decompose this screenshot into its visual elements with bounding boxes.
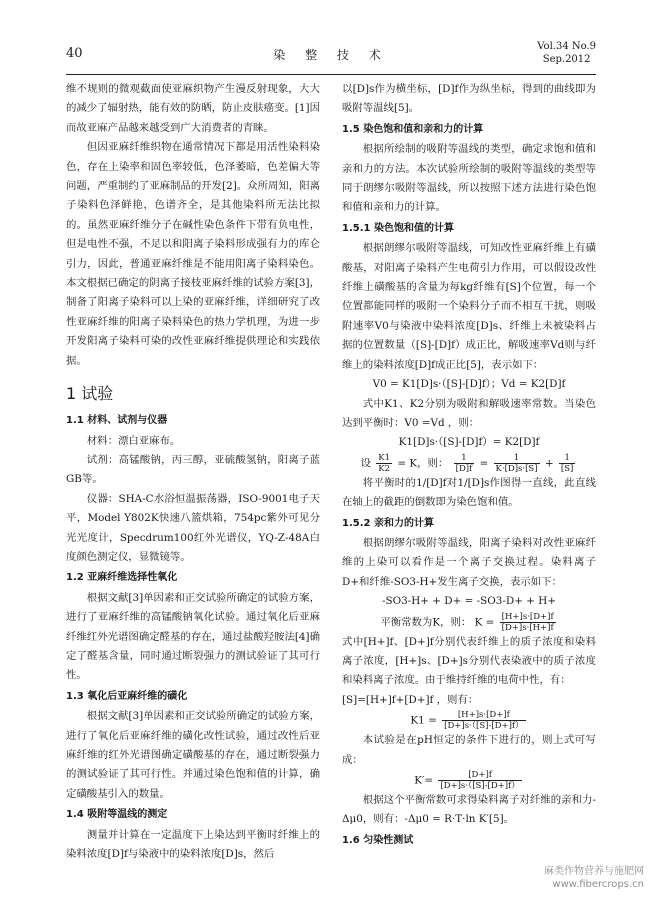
fraction-inverse-kds: [494, 453, 540, 474]
header-rule: [66, 74, 596, 75]
frac-denominator: [D+]s·（[S]-[D+]f）: [444, 721, 524, 732]
eq-prefix: 平衡常数为K，则：: [380, 616, 472, 629]
equation-equilibrium-constant: [342, 612, 596, 633]
eq-k: K =: [474, 616, 495, 629]
eq-k: K′=: [414, 774, 434, 787]
frac-denominator: K2: [378, 463, 391, 474]
equation-note: 式中[H+]f、[D+]f分别代表纤维上的质子浓度和染料离子浓度，[H+]s、[D+]s分别代表染液中的质子浓度和染料离子浓度。由于维持纤维的电荷中性，有：: [342, 635, 596, 687]
equation-equilibrium: K1[D]s·（[S]-[D]f）= K2[D]f: [398, 436, 540, 449]
fraction-inverse-s: [559, 453, 575, 474]
subsection-title: 1.6 匀染性测试: [342, 834, 414, 846]
subsection-title: 1.2 亚麻纤维选择性氧化: [66, 572, 178, 584]
equation-rates: V0 = K1[D]s·（[S]-[D]f）；Vd = K2[D]f: [372, 378, 566, 391]
section-title-experiment: 1 试验: [66, 384, 114, 404]
eq-text: = K，则：: [397, 457, 449, 470]
subsection-title: 1.1 材料、试剂与仪器: [66, 415, 168, 427]
page-header: [66, 38, 596, 74]
body-paragraph: 以[D]s作为横坐标，[D]f作为纵坐标，得到的曲线即为吸附等温线[5]。: [342, 83, 596, 115]
body-paragraph: 材料：漂白亚麻布。: [86, 434, 181, 447]
fraction-k-prime: [438, 770, 521, 791]
frac-denominator: K·[D]s·[S]: [495, 463, 538, 474]
subsection-title: 1.4 吸附等温线的测定: [66, 809, 168, 821]
frac-denominator: [D+]s·（[S]-[D+]f）: [440, 781, 520, 791]
equation-k-prime: [342, 770, 596, 791]
subsection-title: 1.5.2 亲和力的计算: [342, 517, 434, 529]
body-paragraph: 根据文献[3]单因素和正交试验所确定的试验方案，进行了亚麻纤维的高锰酸钠氧化试验。通过氧化后亚麻纤维红外光谱图确定醛基的存在，通过盐酸羟胺法[4]确定了醛基含量，同时通过断裂强力的测试验证了其可行性。: [66, 591, 320, 682]
equation-k1: [342, 710, 596, 731]
equation-note: 将平衡时的1/[D]f对1/[D]s作图得一直线，此直线在轴上的截距的倒数即为染色饱和值。: [342, 476, 596, 509]
journal-title: 染 整 技 术: [273, 48, 389, 62]
fraction-k: [500, 612, 556, 633]
frac-denominator: [D]f: [455, 463, 473, 474]
body-paragraph: 仪器：SHA-C水浴恒温振荡器，ISO-9001电子天平，Model Y802K快速八篮烘箱，754pc紫外可见分光光度计，Specdrum100红外光谱仪，YQ-Z-48A白度颜色测定仪，显微镜等。: [66, 492, 320, 563]
body-paragraph: 根据所绘制的吸附等温线的类型，确定求饱和值和亲和力的方法。本次试验所绘制的吸附等温线的类型等同于朗缪尔吸附等温线，所以按照下述方法进行染色饱和值和亲和力的计算。: [342, 143, 596, 214]
body-paragraph: 根据朗缪尔吸附等温线，阳离子染料对改性亚麻纤维的上染可以看作是一个离子交换过程。染料离子D+和纤维-SO3-H+发生离子交换，表示如下：: [342, 536, 596, 588]
issue-date: Sep.2012: [542, 54, 591, 65]
frac-numerator: 1: [559, 453, 575, 464]
eq-prefix: 设: [360, 457, 371, 470]
equation-note: 式中K1、K2分别为吸附和解吸速率常数。当染色达到平衡时：V0 =Vd ，则：: [342, 397, 596, 429]
subsection-title: 1.5 染色饱和值和亲和力的计算: [342, 123, 484, 135]
issue-volume: Vol.34 No.9: [537, 41, 596, 52]
body-paragraph: 根据文献[3]单因素和正交试验所确定的试验方案，进行了氧化后亚麻纤维的磺化改性试验，通过改性后亚麻纤维的红外光谱图确定磺酸基的存在，通过断裂强力的测试验证了其可行性。并通过染色饱和值的计算，确定磺酸基引入的数量。: [66, 710, 320, 800]
fraction-inverse-df: [454, 453, 475, 474]
frac-numerator: K1: [378, 452, 391, 463]
equation-saturation: 设 $\frac{K1}{K2}$ = K，则： $\frac{1}{[D]f}$ = $\frac{1}{K\cdot[D]s\cdot[S]}$ + $\frac{1}{[S]}$: [360, 452, 574, 474]
body-paragraph: 测量并计算在一定温度下上染达到平衡时纤维上的染料浓度[D]f与染液中的染料浓度[D]s，然后: [66, 828, 320, 861]
left-column: [66, 80, 320, 864]
equation-charge-balance: [S]=[H+]f+[D+]f ，则有：: [342, 693, 479, 706]
frac-numerator: [D+]f: [438, 770, 521, 781]
frac-numerator: [H+]s·[D+]f: [442, 710, 525, 721]
eq-k: K1 =: [410, 714, 437, 727]
fraction-k1: [442, 710, 525, 731]
subsection-title: 1.3 氧化后亚麻纤维的磺化: [66, 690, 188, 702]
equation-note: 本试验是在pH恒定的条件下进行的，则上式可写成：: [342, 734, 596, 766]
frac-numerator: [H+]s·[D+]f: [501, 611, 554, 622]
frac-numerator: 1: [494, 453, 540, 464]
frac-denominator: [S]: [560, 463, 574, 474]
watermark: [544, 865, 644, 891]
subsection-title: 1.5.1 染色饱和值的计算: [342, 222, 454, 234]
body-paragraph: 试剂：高锰酸钠，丙三醇，亚硫酸氢钠，阳离子蓝GB等。: [66, 453, 320, 486]
watermark-name: 麻类作物营养与施肥网: [544, 866, 644, 877]
intro-paragraph: 维不规则的微观截面使亚麻织物产生漫反射现象，大大的减少了辐射热，能有效的防晒，防止皮肤癌变。[1]因而故亚麻产品越来越受到广大消费者的青睐。: [66, 83, 320, 134]
watermark-url: www.fibercrops.cn: [552, 879, 644, 890]
eq-plus: +: [544, 457, 554, 470]
intro-paragraph: 但因亚麻纤维织物在通常情况下都是用活性染料染色，存在上染率和固色率较低，色泽萎暗，色差偏大等问题，严重制约了亚麻制品的开发[2]。众所周知，阳离子染料色泽鲜艳，色谱齐全，是其他染料所无法比拟的。虽然亚麻纤维分子在碱性染色条件下带有负电性，但是电性不强，不足以和阳离子染料形成强有力的库仑引力，因此，普通亚麻纤维是不能用阳离子染料染色。本文根据已确定的阴离子接枝亚麻纤维的试验方案[3]，制备了阳离子染料可以上染的亚麻纤维，详细研究了改性亚麻纤维的阳离子染料染色的热力学机理，为进一步开发阳离子染料可染的改性亚麻纤维提供理论和实践依据。: [66, 141, 320, 367]
body-paragraph: 根据朗缪尔吸附等温线，可知改性亚麻纤维上有磺酸基，对阳离子染料产生电荷引力作用，可以假设改性纤维上磺酸基的含量为每kg纤维有[S]个位置，每一个位置都能同样的吸附一个染料分子而不相互干扰，则吸附速率V0与染液中染料浓度[D]s、纤维上未被染料占据的位置数量（[S]-[D]f）成正比，解吸速率Vd则与纤维上的染料浓度[D]f成正比[5]，表示如下：: [342, 242, 596, 371]
frac-denominator: [D+]s·[H+]f: [501, 622, 554, 633]
issue-info: [537, 40, 596, 66]
right-column: [342, 80, 596, 851]
page-number: 40: [66, 46, 83, 61]
fraction-k1-k2: [376, 453, 392, 474]
frac-numerator: 1: [454, 453, 475, 464]
equation-ion-exchange: -SO3-H+ + D+ = -SO3-D+ + H+: [381, 595, 557, 608]
equation-note: 根据这个平衡常数可求得染料离子对纤维的亲和力-Δμ0，则有：-Δμ0 = R·T·ln K′[5]。: [342, 794, 596, 826]
